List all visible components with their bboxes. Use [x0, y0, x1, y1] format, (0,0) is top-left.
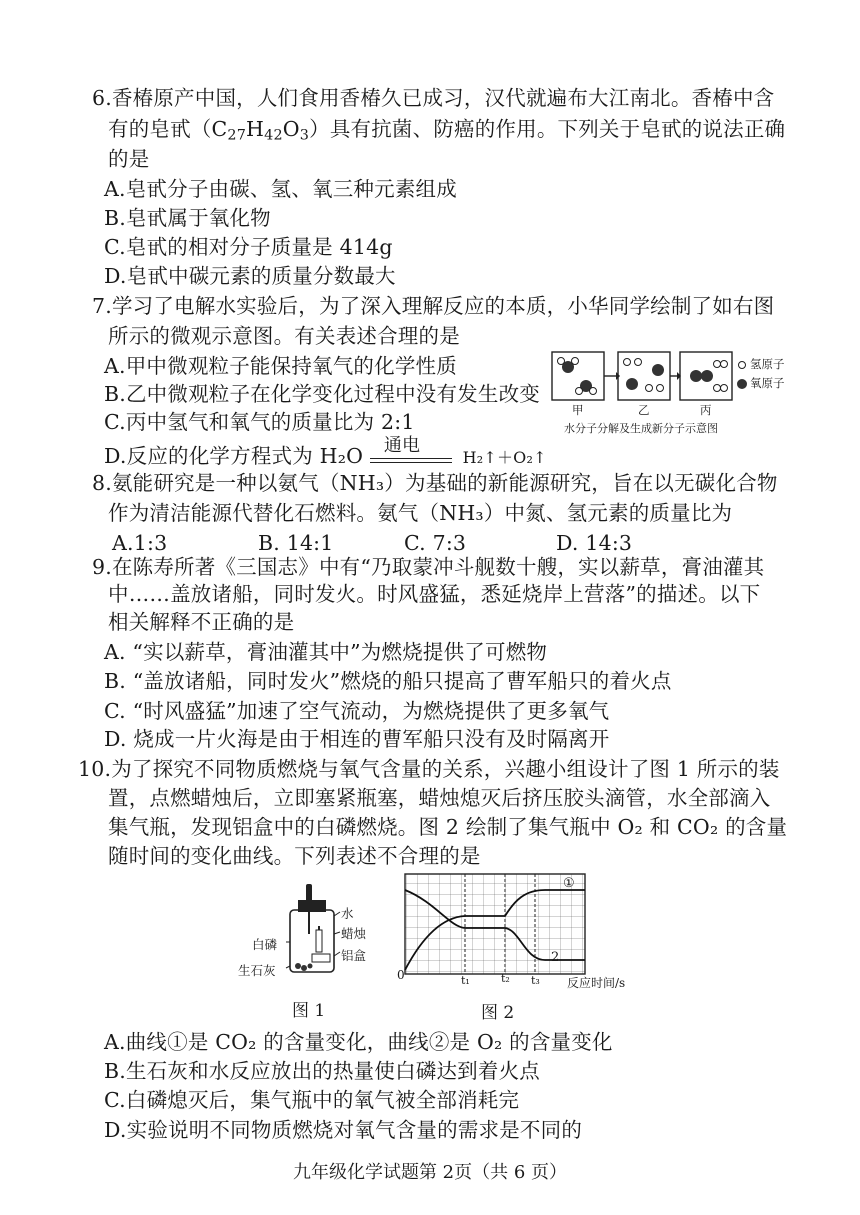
q8-option-c: C. 7:3 — [404, 531, 467, 555]
label-yi: 乙 — [638, 403, 650, 417]
q10-stem-line3: 集气瓶，发现铝盒中的白磷燃烧。图 2 绘制了集气瓶中 O₂ 和 CO₂ 的含量 — [108, 815, 788, 839]
graph-svg — [395, 872, 635, 982]
q10-stem-line2: 置，点燃蜡烛后，立即塞紧瓶塞，蜡烛熄灭后挤压胶头滴管，水全部滴入 — [108, 786, 771, 810]
q6-stem-line3: 的是 — [108, 147, 150, 171]
q8-stem-line2: 作为清洁能源代替化石燃料。氨气（NH₃）中氮、氢元素的质量比为 — [108, 501, 733, 525]
q8-option-a: A.1:3 — [112, 531, 168, 555]
q10-stem-line1: 10.为了探究不同物质燃烧与氧气含量的关系，兴趣小组设计了图 1 所示的装 — [78, 757, 780, 781]
curve2-label: 2 — [551, 950, 560, 965]
q9-option-b: B. “盖放诸船，同时发火”燃烧的船只提高了曹军船只的着火点 — [104, 669, 672, 693]
curve1-label: ① — [563, 876, 575, 891]
label-aluminum-box: 铝盒 — [341, 948, 367, 963]
q6-option-a: A.皂甙分子由碳、氢、氧三种元素组成 — [104, 177, 457, 201]
x-axis-label: 反应时间/s — [567, 976, 626, 990]
q7-option-d: D.反应的化学方程式为 H₂O 通电 H₂↑＋O₂↑ — [104, 434, 547, 468]
q10-option-d: D.实验说明不同物质燃烧对氧气含量的需求是不同的 — [104, 1118, 583, 1142]
legend-oxygen: 氧原子 — [750, 376, 785, 390]
legend-hydrogen: 氢原子 — [750, 357, 785, 371]
q7-stem-line2: 所示的微观示意图。有关表述合理的是 — [108, 324, 460, 348]
label-lime: 生石灰 — [238, 963, 276, 978]
q7-option-a: A.甲中微观粒子能保持氧气的化学性质 — [104, 354, 457, 378]
q8-option-b: B. 14:1 — [258, 531, 334, 555]
q6-stem-line2: 有的皂甙$(C_{27}H_{42}O_3)$具有抗菌、防癌的作用。下列关于皂甙的说法正确 — [108, 117, 786, 144]
q10-option-a: A.曲线①是 CO₂ 的含量变化，曲线②是 O₂ 的含量变化 — [104, 1030, 613, 1054]
q7-option-b: B.乙中微观粒子在化学变化过程中没有发生改变 — [104, 382, 540, 406]
label-bing: 丙 — [700, 403, 712, 417]
label-jia: 甲 — [572, 403, 584, 417]
t1-label: t₁ — [461, 974, 470, 987]
q9-option-a: A. “实以薪草，膏油灌其中”为燃烧提供了可燃物 — [104, 640, 548, 664]
new-molecules-icon — [690, 361, 728, 392]
q9-option-c: C. “时风盛猛”加速了空气流动，为燃烧提供了更多氧气 — [104, 699, 610, 723]
q6-option-b: B.皂甙属于氧化物 — [104, 206, 271, 230]
q10-option-c: C.白磷熄灭后，集气瓶中的氧气被全部消耗完 — [104, 1088, 520, 1112]
water-molecule-icon — [558, 358, 597, 395]
q9-option-d: D. 烧成一片火海是由于相连的曹军船只没有及时隔离开 — [104, 727, 610, 751]
diagram-caption: 水分子分解及生成新分子示意图 — [564, 422, 718, 435]
origin-label: 0 — [397, 968, 405, 982]
q10-stem-line4: 随时间的变化曲线。下列表述不合理的是 — [108, 844, 481, 868]
oxygen-atom-icon — [737, 379, 747, 389]
q8-option-d: D. 14:3 — [556, 531, 633, 555]
q9-stem-line1: 9.在陈寿所著《三国志》中有“乃取蒙冲斗舰数十艘，实以薪草，膏油灌其 — [92, 555, 765, 579]
q6-stem-line1: 6.香椿原产中国，人们食用香椿久已成习，汉代就遍布大江南北。香椿中含 — [92, 86, 775, 110]
q7-option-c: C.丙中氢气和氧气的质量比为 2:1 — [104, 410, 415, 434]
t2-label: t₂ — [501, 972, 510, 985]
label-candle: 蜡烛 — [341, 926, 367, 941]
page-footer: 九年级化学试题第 2页（共 6 页） — [292, 1162, 568, 1183]
q6-option-d: D.皂甙中碳元素的质量分数最大 — [104, 264, 396, 288]
t3-label: t₃ — [531, 974, 540, 987]
q6-option-c: C.皂甙的相对分子质量是 414g — [104, 235, 393, 259]
figure2-caption: 图 2 — [481, 1003, 515, 1023]
q9-stem-line3: 相关解释不正确的是 — [108, 610, 295, 634]
hydrogen-atom-icon — [739, 362, 746, 369]
q8-stem-line1: 8.氨能研究是一种以氨气（NH₃）为基础的新能源研究，旨在以无碳化合物 — [92, 471, 778, 495]
apparatus-figure — [238, 878, 380, 1021]
q9-stem-line2: 中……盖放诸船，同时发火。时风盛猛，悉延烧岸上营落”的描述。以下 — [108, 582, 761, 606]
separated-atoms-icon — [624, 359, 665, 392]
reaction-condition-arrow: 通电 — [370, 448, 456, 468]
water-electrolysis-diagram — [550, 350, 850, 440]
label-phosphorus: 白磷 — [252, 937, 278, 952]
q10-option-b: B.生石灰和水反应放出的热量使白磷达到着火点 — [104, 1059, 540, 1083]
label-water: 水 — [341, 906, 354, 921]
gas-content-graph — [395, 872, 635, 1023]
q7-stem-line1: 7.学习了电解水实验后，为了深入理解反应的本质，小华同学绘制了如右图 — [92, 294, 775, 318]
figure1-caption: 图 1 — [292, 1001, 326, 1021]
